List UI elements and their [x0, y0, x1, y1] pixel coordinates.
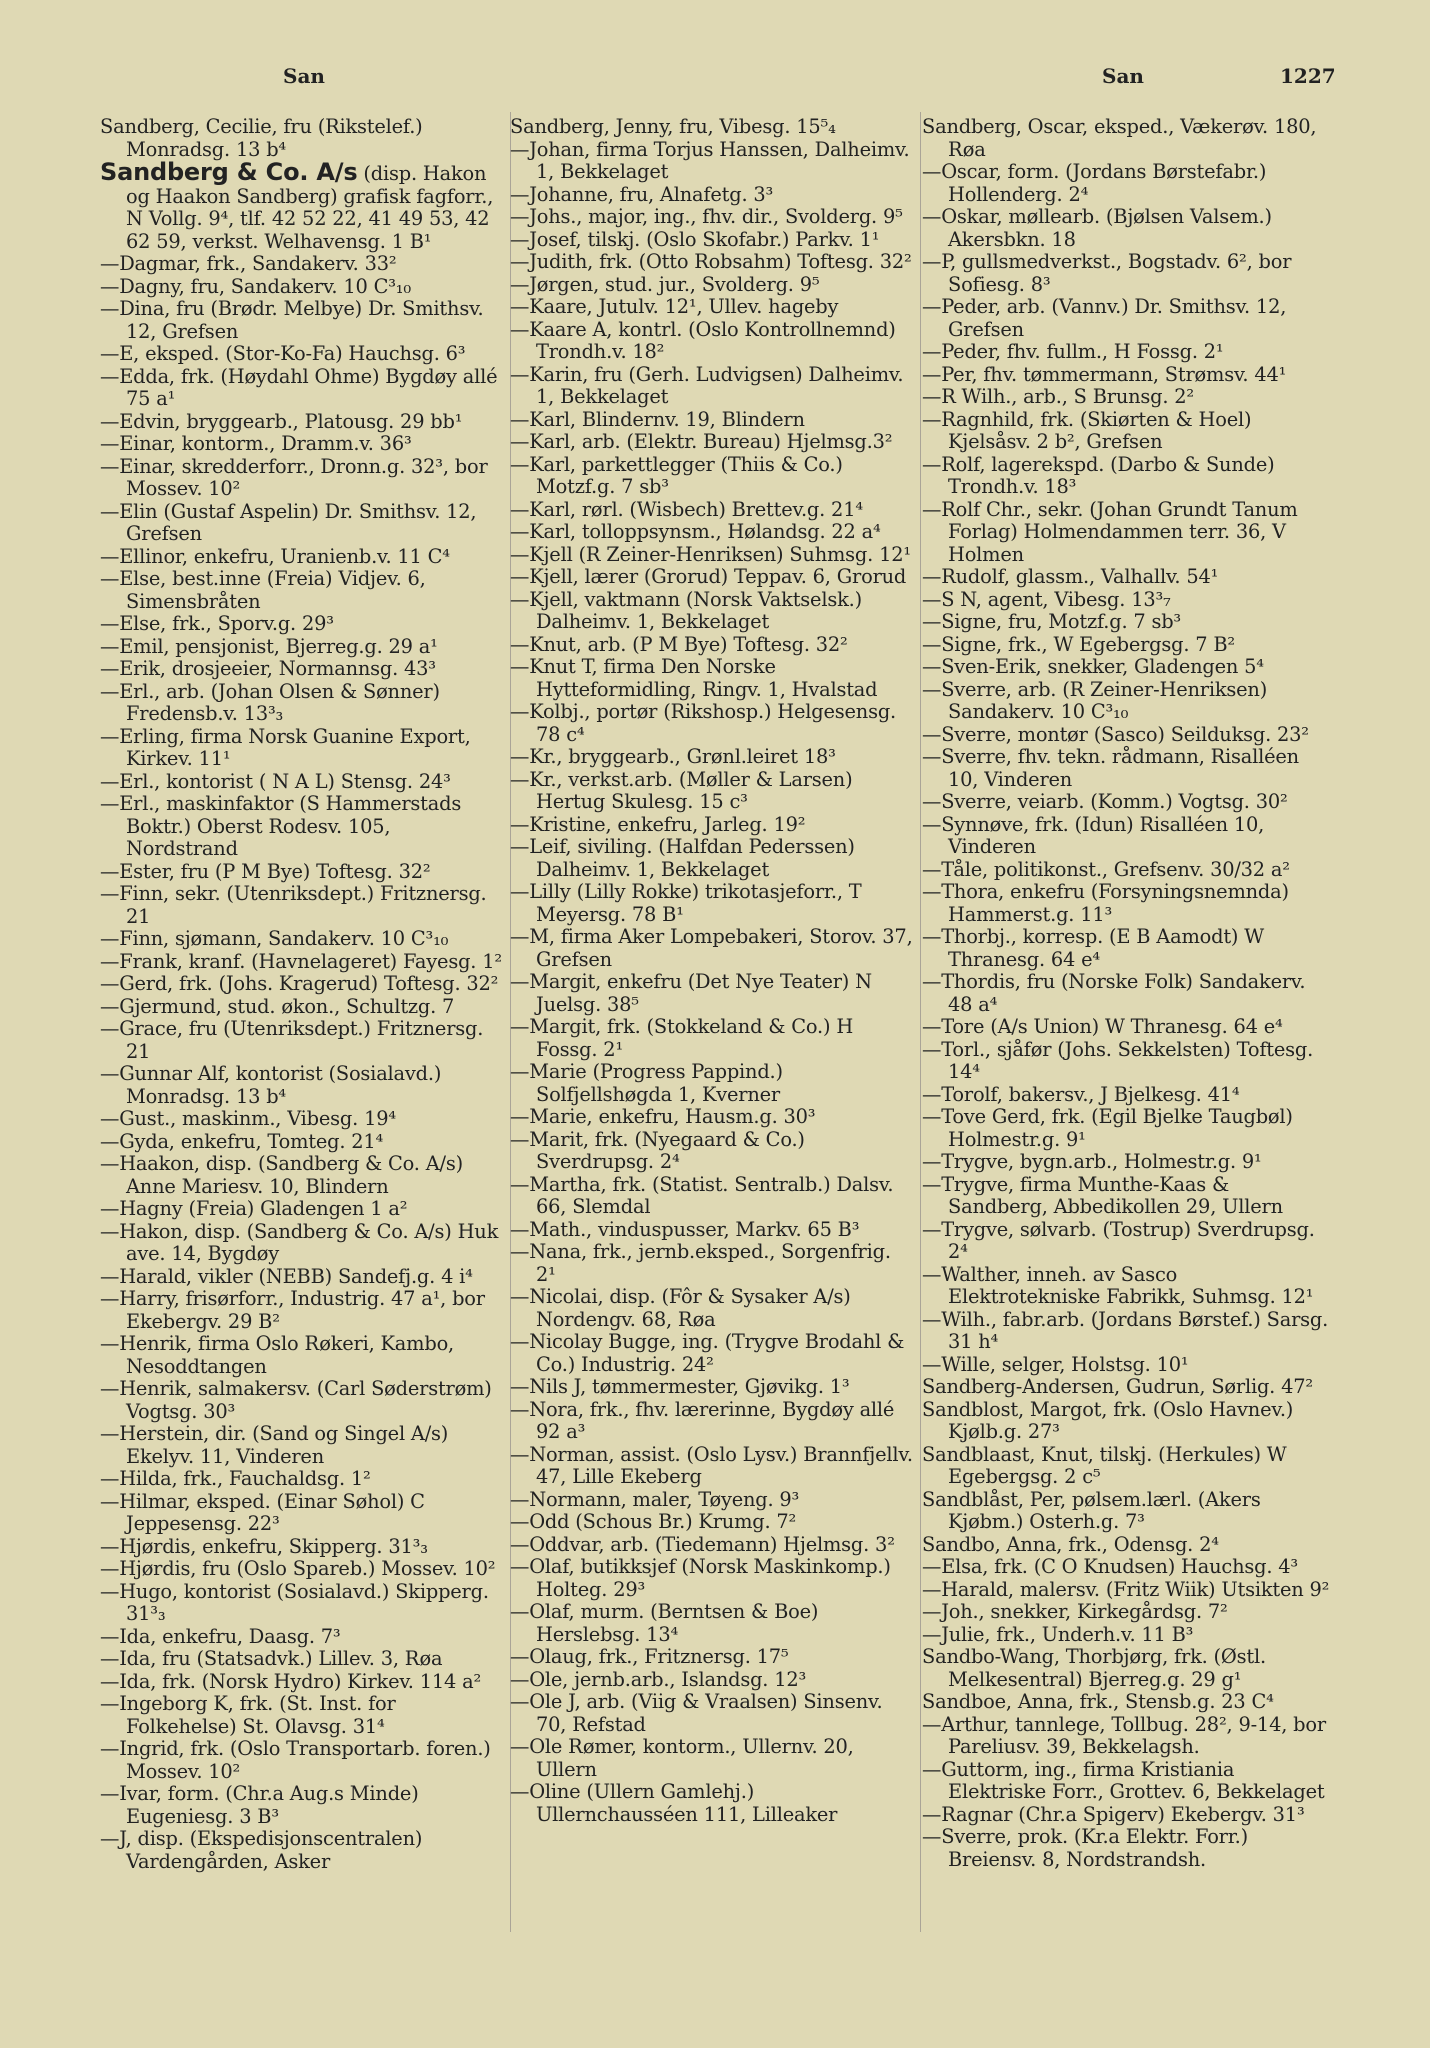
directory-entry: —Tore (A/s Union) W Thranesg. 64 e⁴ — [922, 1015, 1283, 1038]
directory-entry: —Dagny, fru, Sandakerv. 10 C³₁₀ — [100, 274, 411, 298]
directory-entry: —Leif, siviling. (Halfdan Pederssen) Dalheimv. 1, Bekkelaget — [510, 835, 855, 881]
directory-entry: —Marie (Progress Pappind.) Solfjellshøgda 1, Kverner — [510, 1060, 783, 1106]
directory-entry: —Hjørdis, enkefru, Skipperg. 31³₃ — [100, 1534, 428, 1558]
directory-entry: —Signe, frk., W Egebergsg. 7 B² — [922, 632, 1235, 656]
directory-entry: —Hilda, frk., Fauchaldsg. 1² — [100, 1467, 371, 1490]
directory-entry: —Normann, maler, Tøyeng. 9³ — [510, 1487, 800, 1511]
directory-entry: —Einar, skredderforr., Dronn.g. 32³, bor Mossev. 10² — [100, 454, 488, 500]
directory-entry: —Erik, drosjeeier, Normannsg. 43³ — [100, 657, 436, 680]
directory-entry: —Olaf, butikksjef (Norsk Maskinkomp.) Holteg. 29³ — [510, 1555, 891, 1601]
directory-entry: —Edvin, bryggearb., Platousg. 29 bb¹ — [100, 409, 463, 433]
directory-entry: —Ivar, form. (Chr.a Aug.s Minde) Eugeniesg. 3 B³ — [100, 1782, 419, 1828]
directory-entry: Sandbo, Anna, frk., Odensg. 2⁴ — [922, 1532, 1219, 1556]
directory-entry: —P, gullsmedverkst., Bogstadv. 6², bor Sofiesg. 8³ — [922, 250, 1292, 296]
directory-entry: —Sven-Erik, snekker, Gladengen 5⁴ — [922, 655, 1264, 678]
directory-entry: —Finn, sjømann, Sandakerv. 10 C³₁₀ — [100, 927, 449, 950]
directory-entry: —Judith, frk. (Otto Robsahm) Toftesg. 32² — [510, 250, 912, 273]
directory-entry: —Rolf Chr., sekr. (Johan Grundt Tanum Forlag) Holmendammen terr. 36, V Holmen — [922, 497, 1298, 566]
directory-entry: Sandberg & Co. A/s (disp. Hakon og Haakon Sandberg) grafisk fagforr., N Vollg. 9⁴, tlf. 42 52 22, 41 49 53, 42 62 59, verkst. Welhavensg. 1 B¹ — [100, 158, 494, 253]
directory-entry: —Torl., sjåfør (Johs. Sekkelsten) Toftesg. 14⁴ — [922, 1037, 1314, 1083]
directory-entry: —Sverre, montør (Sasco) Seilduksg. 23² — [922, 722, 1309, 746]
directory-entry: —Lilly (Lilly Rokke) trikotasjeforr., T Meyersg. 78 B¹ — [510, 880, 862, 926]
directory-entry: —Elin (Gustaf Aspelin) Dr. Smithsv. 12, Grefsen — [100, 499, 477, 545]
directory-entry: —Sverre, veiarb. (Komm.) Vogtsg. 30² — [922, 790, 1288, 813]
directory-entry: —Julie, frk., Underh.v. 11 B³ — [922, 1622, 1194, 1646]
directory-entry: —Oscar, form. (Jordans Børstefabr.) Hollenderg. 2⁴ — [922, 160, 1267, 206]
directory-entry: —Nana, frk., jernb.eksped., Sorgenfrig. 2¹ — [510, 1240, 891, 1286]
directory-entry: —Per, fhv. tømmermann, Strømsv. 44¹ — [922, 362, 1287, 386]
directory-entry: —Erl., arb. (Johan Olsen & Sønner) Fredensb.v. 13³₃ — [100, 679, 440, 725]
directory-entry: —Oline (Ullern Gamlehj.) Ullernchausséen 111, Lilleaker — [510, 1780, 838, 1826]
directory-entry: —Signe, fru, Motzf.g. 7 sb³ — [922, 610, 1182, 633]
directory-entry: —Kr., verkst.arb. (Møller & Larsen) Hertug Skulesg. 15 c³ — [510, 767, 853, 813]
directory-entry: —Henrik, firma Oslo Røkeri, Kambo, Nesoddtangen — [100, 1332, 455, 1378]
directory-entry: —Wille, selger, Holstsg. 10¹ — [922, 1352, 1189, 1376]
directory-entry: —Emil, pensjonist, Bjerreg.g. 29 a¹ — [100, 634, 438, 658]
running-head-right: San — [1102, 64, 1144, 88]
directory-entry: Sandbo-Wang, Thorbjørg, frk. (Østl. Melkesentral) Bjerreg.g. 29 g¹ — [922, 1645, 1266, 1691]
column-3 — [922, 116, 1330, 1871]
directory-entry: —Ester, fru (P M Bye) Toftesg. 32² — [100, 859, 431, 883]
column-1 — [100, 116, 506, 1873]
directory-entry: —Sverre, arb. (R Zeiner-Henriksen) Sandakerv. 10 C³₁₀ — [922, 677, 1268, 723]
directory-entry: —Peder, fhv. fullm., H Fossg. 2¹ — [922, 340, 1224, 363]
directory-entry: —E, eksped. (Stor-Ko-Fa) Hauchsg. 6³ — [100, 342, 466, 365]
directory-entry: —Tåle, politikonst., Grefsenv. 30/32 a² — [922, 857, 1290, 881]
directory-entry: Sandblåst, Per, pølsem.lærl. (Akers Kjøbm.) Osterh.g. 7³ — [922, 1487, 1261, 1533]
directory-entry: —Johs., major, ing., fhv. dir., Svolderg. 9⁵ — [510, 205, 903, 228]
directory-entry: —Kr., bryggearb., Grønl.leiret 18³ — [510, 745, 836, 768]
directory-entry: —Math., vinduspusser, Markv. 65 B³ — [510, 1217, 860, 1241]
directory-entry: —Ragnhild, frk. (Skiørten & Hoel) Kjelsåsv. 2 b², Grefsen — [922, 407, 1252, 453]
directory-entry: —Hagny (Freia) Gladengen 1 a² — [100, 1197, 408, 1220]
directory-entry: —Marit, frk. (Nyegaard & Co.) Sverdrupsg. 2⁴ — [510, 1127, 805, 1173]
directory-entry: —Gunnar Alf, kontorist (Sosialavd.) Monradsg. 13 b⁴ — [100, 1062, 442, 1108]
directory-entry: —Erl., kontorist ( N A L) Stensg. 24³ — [100, 769, 451, 793]
directory-entry: —Trygve, firma Munthe-Kaas & Sandberg, Abbedikollen 29, Ullern — [922, 1172, 1283, 1218]
directory-entry: —Nicolay Bugge, ing. (Trygve Brodahl & Co.) Industrig. 24² — [510, 1330, 905, 1376]
directory-entry: —Karl, parkettlegger (Thiis & Co.) Motzf.g. 7 sb³ — [510, 452, 843, 498]
directory-entry: —J, disp. (Ekspedisjonscentralen) Vardengården, Asker — [100, 1827, 423, 1873]
directory-entry: —Knut T, firma Den Norske Hytteformidling, Ringv. 1, Hvalstad — [510, 655, 878, 701]
directory-entry: —Trygve, bygn.arb., Holmestr.g. 9¹ — [922, 1150, 1262, 1173]
directory-entry: Sandblaast, Knut, tilskj. (Herkules) W Egebergsg. 2 c⁵ — [922, 1442, 1287, 1488]
directory-entry: —Wilh., fabr.arb. (Jordans Børstef.) Sarsg. 31 h⁴ — [922, 1307, 1329, 1353]
directory-entry: —Ingrid, frk. (Oslo Transportarb. foren.) Mossev. 10² — [100, 1737, 491, 1783]
directory-entry: —Hilmar, eksped. (Einar Søhol) C Jeppesensg. 22³ — [100, 1489, 425, 1535]
directory-entry: —Frank, kranf. (Havnelageret) Fayesg. 1² — [100, 949, 502, 973]
directory-entry: —Kjell, lærer (Grorud) Teppav. 6, Grorud — [510, 565, 907, 588]
directory-entry: Sandberg, Oscar, eksped., Vækerøv. 180, Røa — [922, 115, 1317, 161]
directory-entry: —Ragnar (Chr.a Spigerv) Ekebergv. 31³ — [922, 1802, 1305, 1826]
directory-entry: —Margit, frk. (Stokkeland & Co.) H Fossg. 2¹ — [510, 1015, 854, 1061]
directory-entry: —Tove Gerd, frk. (Egil Bjelke Taugbøl) Holmestr.g. 9¹ — [922, 1105, 1293, 1151]
directory-entry: —Kjell, vaktmann (Norsk Vaktselsk.) Dalheimv. 1, Bekkelaget — [510, 587, 862, 633]
directory-entry: —Rolf, lagerekspd. (Darbo & Sunde) Trondh.v. 18³ — [922, 452, 1275, 498]
directory-entry: —Ole J, arb. (Viig & Vraalsen) Sinsenv. 70, Refstad — [510, 1690, 883, 1736]
column-2 — [510, 116, 916, 1826]
directory-entry: —Einar, kontorm., Dramm.v. 36³ — [100, 432, 412, 455]
directory-entry: —Ida, fru (Statsadvk.) Lillev. 3, Røa — [100, 1647, 443, 1670]
directory-entry: —Odd (Schous Br.) Krumg. 7² — [510, 1510, 797, 1533]
directory-entry: —Oskar, møllearb. (Bjølsen Valsem.) Akersbkn. 18 — [922, 205, 1272, 251]
directory-entry: —Jørgen, stud. jur., Svolderg. 9⁵ — [510, 272, 820, 296]
directory-entry: —Haakon, disp. (Sandberg & Co. A/s) Anne Mariesv. 10, Blindern — [100, 1152, 463, 1198]
directory-entry: —Margit, enkefru (Det Nye Teater) N Juelsg. 38⁵ — [510, 970, 872, 1016]
directory-entry: —R Wilh., arb., S Brunsg. 2² — [922, 385, 1195, 408]
directory-entry: Sandboe, Anna, frk., Stensb.g. 23 C⁴ — [922, 1690, 1274, 1713]
directory-entry: —Olaug, frk., Fritznersg. 17⁵ — [510, 1645, 789, 1668]
directory-entry: —Kaare, Jutulv. 12¹, Ullev. hageby — [510, 295, 839, 318]
directory-entry: —Olaf, murm. (Berntsen & Boe) Herslebsg. 13⁴ — [510, 1600, 819, 1646]
directory-entry: —Harald, malersv. (Fritz Wiik) Utsikten 9² — [922, 1577, 1330, 1601]
directory-entry: —Dina, fru (Brødr. Melbye) Dr. Smithsv. 12, Grefsen — [100, 297, 484, 343]
directory-entry: —Thorbj., korresp. (E B Aamodt) W Thranesg. 64 e⁴ — [922, 925, 1264, 971]
directory-entry: —Torolf, bakersv., J Bjelkesg. 41⁴ — [922, 1082, 1240, 1106]
directory-entry: —Ingeborg K, frk. (St. Inst. for Folkehelse) St. Olavsg. 31⁴ — [100, 1692, 396, 1738]
directory-entry: —Nils J, tømmermester, Gjøvikg. 1³ — [510, 1375, 850, 1398]
directory-entry: Sandberg, Cecilie, fru (Rikstelef.) Monradsg. 13 b⁴ — [100, 115, 423, 161]
column-divider — [920, 112, 921, 1932]
directory-entry: —Peder, arb. (Vannv.) Dr. Smithsv. 12, Grefsen — [922, 295, 1287, 341]
directory-entry: —Kaare A, kontrl. (Oslo Kontrollnemnd) Trondh.v. 18² — [510, 317, 896, 363]
directory-entry: —Norman, assist. (Oslo Lysv.) Brannfjellv. 47, Lille Ekeberg — [510, 1442, 913, 1488]
directory-entry: —Oddvar, arb. (Tiedemann) Hjelmsg. 3² — [510, 1532, 895, 1556]
directory-entry: —Karl, rørl. (Wisbech) Brettev.g. 21⁴ — [510, 497, 863, 521]
directory-entry: —Ellinor, enkefru, Uranienb.v. 11 C⁴ — [100, 544, 450, 568]
directory-entry: —Elsa, frk. (C O Knudsen) Hauchsg. 4³ — [922, 1555, 1298, 1578]
directory-entry: —Ole Rømer, kontorm., Ullernv. 20, Ullern — [510, 1735, 854, 1781]
directory-entry: —Kristine, enkefru, Jarleg. 19² — [510, 812, 806, 836]
directory-entry: —Gjermund, stud. økon., Schultzg. 7 — [100, 994, 455, 1018]
directory-entry: —Synnøve, frk. (Idun) Risalléen 10, Vinderen — [922, 812, 1265, 858]
directory-entry: —Joh., snekker, Kirkegårdsg. 7² — [922, 1600, 1228, 1623]
directory-entry: —Kjell (R Zeiner-Henriksen) Suhmsg. 12¹ — [510, 542, 911, 566]
directory-entry: —Ida, enkefru, Daasg. 7³ — [100, 1624, 341, 1648]
directory-entry: —Nora, frk., fhv. lærerinne, Bygdøy allé 92 a³ — [510, 1397, 895, 1443]
directory-entry: —Herstein, dir. (Sand og Singel A/s) Ekelyv. 11, Vinderen — [100, 1422, 449, 1468]
page-number: 1227 — [1280, 64, 1336, 88]
directory-entry: —Johan, firma Torjus Hanssen, Dalheimv. 1, Bekkelaget — [510, 137, 910, 183]
directory-entry: —Arthur, tannlege, Tollbug. 28², 9-14, bor Pareliusv. 39, Bekkelagsh. — [922, 1712, 1326, 1758]
directory-entry: —Grace, fru (Utenriksdept.) Fritznersg. 21 — [100, 1017, 484, 1063]
directory-entry: —Sverre, fhv. tekn. rådmann, Risalléen 10, Vinderen — [922, 745, 1299, 791]
directory-entry: —Walther, inneh. av Sasco Elektrotekniske Fabrikk, Suhmsg. 12¹ — [922, 1262, 1314, 1308]
directory-entry: —Edda, frk. (Høydahl Ohme) Bygdøy allé 75 a¹ — [100, 364, 498, 410]
directory-entry: —Thora, enkefru (Forsyningsnemnda) Hammerst.g. 11³ — [922, 880, 1289, 926]
directory-entry: —Else, best.inne (Freia) Vidjev. 6, Simensbråten — [100, 567, 426, 613]
directory-entry: —Gyda, enkefru, Tomteg. 21⁴ — [100, 1129, 384, 1153]
directory-entry: —Hakon, disp. (Sandberg & Co. A/s) Huk ave. 14, Bygdøy — [100, 1219, 499, 1265]
directory-entry: —Nicolai, disp. (Fôr & Sysaker A/s) Nordengv. 68, Røa — [510, 1285, 851, 1331]
directory-entry: Sandblost, Margot, frk. (Oslo Havnev.) Kjølb.g. 27³ — [922, 1397, 1294, 1443]
directory-entry: —Erl., maskinfaktor (S Hammerstads Boktr.) Oberst Rodesv. 105, Nordstrand — [100, 792, 462, 860]
directory-entry: —Johanne, fru, Alnafetg. 3³ — [510, 182, 774, 206]
entry-heading: Sandberg & Co. A/s — [100, 158, 358, 186]
directory-entry: —Hjørdis, fru (Oslo Spareb.) Mossev. 10² — [100, 1557, 496, 1580]
directory-entry: —Karl, tolloppsynsm., Hølandsg. 22 a⁴ — [510, 520, 881, 543]
directory-entry: —Knut, arb. (P M Bye) Toftesg. 32² — [510, 632, 848, 656]
directory-entry: —Dagmar, frk., Sandakerv. 33² — [100, 252, 397, 275]
directory-entry: —Guttorm, ing., firma Kristiania Elektriske Forr., Grottev. 6, Bekkelaget — [922, 1757, 1325, 1803]
directory-entry: —Henrik, salmakersv. (Carl Søderstrøm) Vogtsg. 30³ — [100, 1377, 492, 1423]
directory-entry: —Harry, frisørforr., Industrig. 47 a¹, bor Ekebergv. 29 B² — [100, 1287, 485, 1333]
directory-entry: —Trygve, sølvarb. (Tostrup) Sverdrupsg. 2⁴ — [922, 1217, 1315, 1263]
directory-entry: —M, firma Aker Lompebakeri, Storov. 37, Grefsen — [510, 925, 913, 971]
directory-entry: —Else, frk., Sporv.g. 29³ — [100, 612, 334, 635]
directory-entry: —Marie, enkefru, Hausm.g. 30³ — [510, 1105, 816, 1128]
directory-entry: Sandberg-Andersen, Gudrun, Sørlig. 47² — [922, 1375, 1313, 1398]
directory-entry: —Thordis, fru (Norske Folk) Sandakerv. 48 a⁴ — [922, 970, 1306, 1016]
directory-entry: —Gerd, frk. (Johs. Kragerud) Toftesg. 32² — [100, 972, 499, 995]
directory-entry: —Sverre, prok. (Kr.a Elektr. Forr.) Breiensv. 8, Nordstrandsh. — [922, 1825, 1248, 1871]
directory-entry: —Gust., maskinm., Vibesg. 19⁴ — [100, 1107, 396, 1130]
directory-entry: —Karin, fru (Gerh. Ludvigsen) Dalheimv. 1, Bekkelaget — [510, 362, 904, 408]
running-head-left: San — [283, 64, 325, 88]
directory-entry: —Ole, jernb.arb., Islandsg. 12³ — [510, 1667, 807, 1691]
directory-entry: —Martha, frk. (Statist. Sentralb.) Dalsv. 66, Slemdal — [510, 1172, 894, 1218]
directory-entry: —Rudolf, glassm., Valhallv. 54¹ — [922, 565, 1219, 588]
directory-entry: —Finn, sekr. (Utenriksdept.) Fritznersg. 21 — [100, 882, 487, 928]
directory-entry: —Erling, firma Norsk Guanine Export, Kirkev. 11¹ — [100, 724, 471, 770]
directory-entry: —Harald, vikler (NEBB) Sandefj.g. 4 i⁴ — [100, 1264, 473, 1288]
directory-entry: —Josef, tilskj. (Oslo Skofabr.) Parkv. 1¹ — [510, 227, 880, 251]
directory-entry: —Karl, Blindernv. 19, Blindern — [510, 407, 805, 431]
directory-entry: —Hugo, kontorist (Sosialavd.) Skipperg. 31³₃ — [100, 1579, 489, 1625]
directory-entry: —Ida, frk. (Norsk Hydro) Kirkev. 114 a² — [100, 1669, 482, 1693]
directory-entry: —S N, agent, Vibesg. 13³₇ — [922, 587, 1171, 611]
directory-entry: —Karl, arb. (Elektr. Bureau) Hjelmsg.3² — [510, 430, 893, 453]
directory-entry: —Kolbj., portør (Rikshosp.) Helgesensg. 78 c⁴ — [510, 700, 897, 746]
directory-entry: Sandberg, Jenny, fru, Vibesg. 15⁵₄ — [510, 115, 836, 138]
